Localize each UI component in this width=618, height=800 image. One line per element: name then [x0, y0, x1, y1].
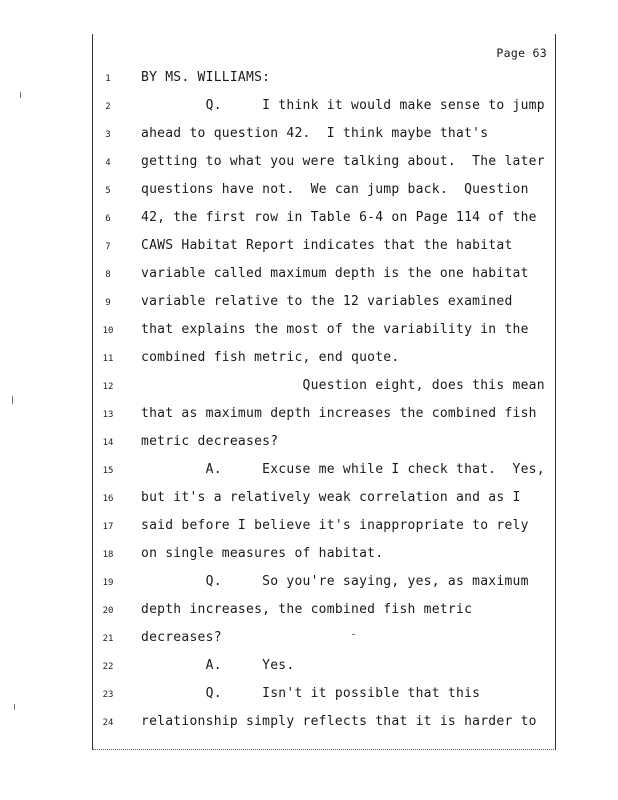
line-number: 1: [105, 74, 111, 84]
transcript-line: [93, 462, 557, 482]
transcript-line: [93, 266, 557, 286]
transcript-line: [93, 154, 557, 174]
line-number: 12: [102, 382, 114, 392]
transcript-line: [93, 210, 557, 230]
line-text: that explains the most of the variability in the: [141, 322, 529, 337]
line-text: metric decreases?: [141, 434, 279, 449]
line-text: Q. I think it would make sense to jump: [141, 98, 545, 113]
transcript-line: [93, 98, 557, 118]
line-text: but it's a relatively weak correlation and as I: [141, 490, 521, 505]
line-number: 9: [105, 298, 111, 308]
line-text: Q. Isn't it possible that this: [141, 686, 481, 701]
line-text: variable called maximum depth is the one habitat: [141, 266, 529, 281]
line-text: depth increases, the combined fish metric: [141, 602, 473, 617]
transcript-line: [93, 322, 557, 342]
transcript-line: [93, 686, 557, 706]
line-text: Q. So you're saying, yes, as maximum: [141, 574, 529, 589]
line-number: 15: [102, 466, 114, 476]
scan-speck: [14, 704, 15, 710]
line-number: 6: [105, 214, 111, 224]
transcript-line: [93, 574, 557, 594]
line-number: 17: [102, 522, 114, 532]
line-text: BY MS. WILLIAMS:: [141, 70, 271, 85]
transcript-line: [93, 602, 557, 622]
line-number: 19: [102, 578, 114, 588]
line-text: combined fish metric, end quote.: [141, 350, 400, 365]
transcript-line: [93, 406, 557, 426]
line-number: 14: [102, 438, 114, 448]
line-text: A. Excuse me while I check that. Yes,: [141, 462, 545, 477]
transcript-line: [93, 350, 557, 370]
line-text: relationship simply reflects that it is harder to: [141, 714, 537, 729]
transcript-line: [93, 70, 557, 90]
line-number: 24: [102, 718, 114, 728]
line-number: 5: [105, 186, 111, 196]
line-text: 42, the first row in Table 6-4 on Page 114 of the: [141, 210, 537, 225]
line-text: that as maximum depth increases the combined fish: [141, 406, 537, 421]
transcript-line: [93, 126, 557, 146]
transcript-line: [93, 490, 557, 510]
transcript-page: [92, 34, 556, 750]
line-text: variable relative to the 12 variables examined: [141, 294, 513, 309]
transcript-line: [93, 546, 557, 566]
line-number: 11: [102, 354, 114, 364]
transcript-line: [93, 238, 557, 258]
transcript-line: [93, 378, 557, 398]
transcript-line: [93, 658, 557, 678]
line-number: 18: [102, 550, 114, 560]
transcript-line: [93, 434, 557, 454]
line-text: CAWS Habitat Report indicates that the habitat: [141, 238, 513, 253]
scan-speck: [352, 634, 355, 635]
line-number: 3: [105, 130, 111, 140]
line-number: 22: [102, 662, 114, 672]
transcript-line: [93, 630, 557, 650]
line-number: 10: [102, 326, 114, 336]
transcript-line: [93, 714, 557, 734]
line-number: 21: [102, 634, 114, 644]
line-text: A. Yes.: [141, 658, 295, 673]
line-text: Question eight, does this mean: [141, 378, 545, 393]
line-text: said before I believe it's inappropriate to rely: [141, 518, 529, 533]
transcript-line: [93, 182, 557, 202]
scan-speck: [20, 92, 21, 98]
line-text: decreases?: [141, 630, 222, 645]
line-number: 23: [102, 690, 114, 700]
transcript-line: [93, 518, 557, 538]
line-number: 16: [102, 494, 114, 504]
line-text: ahead to question 42. I think maybe that's: [141, 126, 489, 141]
line-number: 13: [102, 410, 114, 420]
line-number: 2: [105, 102, 111, 112]
line-number: 8: [105, 270, 111, 280]
line-text: on single measures of habitat.: [141, 546, 384, 561]
line-number: 4: [105, 158, 111, 168]
transcript-line: [93, 294, 557, 314]
line-number: 20: [102, 606, 114, 616]
line-text: questions have not. We can jump back. Question: [141, 182, 529, 197]
page-number: Page 63: [496, 46, 547, 60]
line-number: 7: [105, 242, 111, 252]
scan-speck: [12, 396, 13, 404]
line-text: getting to what you were talking about. The later: [141, 154, 545, 169]
